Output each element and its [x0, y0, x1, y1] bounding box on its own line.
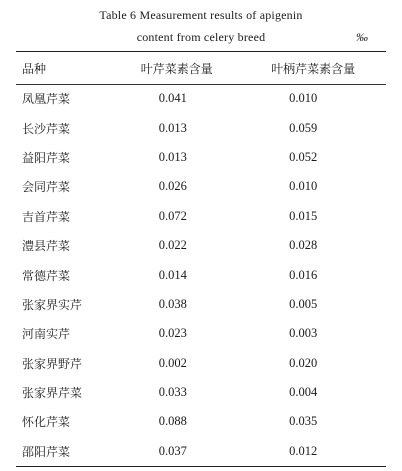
table-row [16, 290, 386, 319]
cell-petiole-content: 0.010 [289, 179, 318, 194]
table-row [16, 437, 386, 466]
cell-petiole-content: 0.003 [289, 326, 318, 341]
cell-petiole-content: 0.052 [289, 149, 318, 164]
cell-petiole-content: 0.035 [289, 414, 318, 429]
table-row [16, 378, 386, 407]
header-leaf-content: 叶芹菜素含量 [140, 62, 213, 76]
cell-leaf-content: 0.037 [158, 443, 187, 458]
table-caption-subtitle: content from celery breed [136, 30, 266, 44]
cell-variety: 益阳芹菜 [22, 150, 71, 165]
header-variety: 品种 [22, 62, 47, 76]
table-row [16, 202, 386, 231]
cell-petiole-content: 0.016 [289, 267, 318, 282]
cell-petiole-content: 0.028 [289, 238, 318, 253]
cell-petiole-content: 0.005 [289, 296, 318, 311]
cell-leaf-content: 0.002 [158, 355, 187, 370]
cell-petiole-content: 0.015 [289, 208, 318, 223]
cell-leaf-content: 0.026 [158, 179, 187, 194]
cell-variety: 邵阳芹菜 [22, 444, 71, 459]
table-row [16, 172, 386, 201]
table-row [16, 84, 386, 113]
unit-label: ‰ [356, 30, 368, 44]
cell-leaf-content: 0.014 [158, 267, 187, 282]
cell-variety: 吉首芹菜 [22, 209, 71, 224]
table-row [16, 143, 386, 172]
cell-petiole-content: 0.059 [289, 120, 318, 135]
cell-variety: 河南实芹 [22, 327, 71, 342]
table-row [16, 113, 386, 142]
table-body [16, 84, 386, 466]
table-caption-title: Table 6 Measurement results of apigenin [99, 8, 303, 22]
table-row [16, 349, 386, 378]
table-bottom-rule [16, 466, 386, 467]
cell-leaf-content: 0.013 [158, 120, 187, 135]
cell-variety: 长沙芹菜 [22, 121, 71, 136]
cell-petiole-content: 0.010 [289, 91, 318, 106]
cell-variety: 会同芹菜 [22, 180, 71, 195]
table-row [16, 231, 386, 260]
cell-leaf-content: 0.072 [158, 208, 187, 223]
cell-variety: 怀化芹菜 [22, 415, 71, 430]
table-top-rule [16, 51, 386, 52]
cell-variety: 张家界芹菜 [22, 386, 83, 401]
table-row [16, 407, 386, 436]
cell-variety: 张家界实芹 [22, 297, 83, 312]
cell-leaf-content: 0.038 [158, 296, 187, 311]
cell-petiole-content: 0.004 [289, 385, 318, 400]
header-petiole-content: 叶柄芹菜素含量 [271, 62, 356, 76]
cell-variety: 张家界野芹 [22, 356, 83, 371]
table-row [16, 260, 386, 289]
header-row [16, 53, 386, 84]
cell-leaf-content: 0.023 [158, 326, 187, 341]
table-row [16, 319, 386, 348]
cell-variety: 澧县芹菜 [22, 239, 71, 254]
cell-petiole-content: 0.012 [289, 443, 318, 458]
cell-leaf-content: 0.022 [158, 238, 187, 253]
cell-leaf-content: 0.033 [158, 385, 187, 400]
cell-variety: 常德芹菜 [22, 268, 71, 283]
cell-leaf-content: 0.013 [158, 149, 187, 164]
cell-leaf-content: 0.041 [158, 91, 187, 106]
cell-variety: 凤凰芹菜 [22, 92, 71, 107]
apigenin-table [16, 53, 386, 466]
cell-leaf-content: 0.088 [158, 414, 187, 429]
cell-petiole-content: 0.020 [289, 355, 318, 370]
